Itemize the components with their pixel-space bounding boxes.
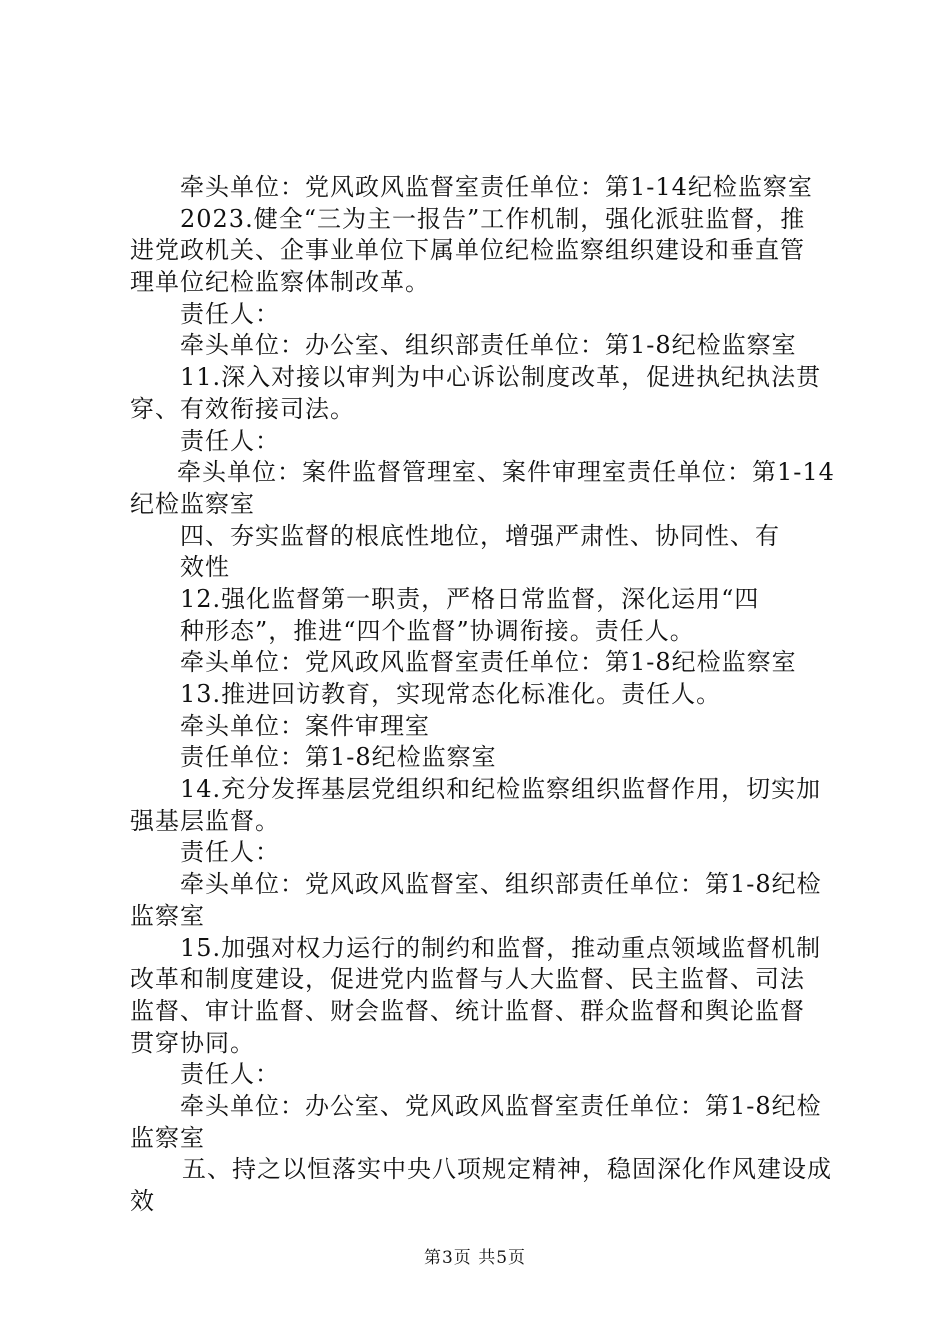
text-line: 种形态”，推进“四个监督”协调衔接。责任人。 bbox=[180, 616, 695, 645]
text-line: 强基层监督。 bbox=[130, 806, 280, 835]
text-line: 责任人： bbox=[180, 1060, 280, 1089]
text-line: 牵头单位：党风政风监督室责任单位：第1-14纪检监察室 bbox=[180, 173, 813, 201]
text-line: 牵头单位：办公室、组织部责任单位：第1-8纪检监察室 bbox=[180, 331, 797, 360]
text-line: 贯穿协同。 bbox=[130, 1028, 255, 1057]
text-line: 四、夯实监督的根底性地位，增强严肃性、协同性、有 bbox=[180, 521, 780, 550]
text-line: 13.推进回访教育，实现常态化标准化。责任人。 bbox=[180, 680, 722, 708]
text-line: 牵头单位：党风政风监督室责任单位：第1-8纪检监察室 bbox=[180, 648, 797, 677]
text-line: 牵头单位：案件审理室 bbox=[180, 711, 430, 740]
text-line: 进党政机关、企事业单位下属单位纪检监察组织建设和垂直管 bbox=[130, 236, 805, 265]
text-line: 改革和制度建设，促进党内监督与人大监督、民主监督、司法 bbox=[130, 965, 805, 994]
text-line: 纪检监察室 bbox=[130, 489, 255, 518]
text-line: 五、持之以恒落实中央八项规定精神，稳固深化作风建设成 bbox=[182, 1155, 832, 1184]
text-line: 牵头单位：党风政风监督室、组织部责任单位：第1-8纪检 bbox=[180, 870, 822, 899]
text-line: 15.加强对权力运行的制约和监督，推动重点领域监督机制 bbox=[180, 933, 822, 962]
page-footer: 第3页 共5页 bbox=[423, 1248, 527, 1268]
text-line: 责任单位：第1-8纪检监察室 bbox=[180, 743, 497, 772]
text-line: 效性 bbox=[180, 553, 230, 582]
text-line: 责任人： bbox=[180, 299, 280, 328]
text-line: 监察室 bbox=[130, 901, 205, 930]
document-body bbox=[130, 172, 835, 1218]
text-line: 11.深入对接以审判为中心诉讼制度改革，促进执纪执法贯 bbox=[180, 363, 822, 392]
text-line: 2023.健全“三为主一报告”工作机制，强化派驻监督，推 bbox=[180, 204, 806, 233]
text-line: 牵头单位：案件监督管理室、案件审理室责任单位：第1-14 bbox=[177, 458, 835, 487]
text-line: 14.充分发挥基层党组织和纪检监察组织监督作用，切实加 bbox=[180, 775, 822, 804]
text-line: 牵头单位：办公室、党风政风监督室责任单位：第1-8纪检 bbox=[180, 1091, 822, 1120]
text-line: 效 bbox=[130, 1187, 155, 1215]
text-line: 责任人： bbox=[180, 838, 280, 867]
text-line: 穿、有效衔接司法。 bbox=[130, 394, 355, 423]
text-line: 监督、审计监督、财会监督、统计监督、群众监督和舆论监督 bbox=[130, 996, 805, 1025]
text-line: 责任人： bbox=[180, 426, 280, 455]
text-line: 理单位纪检监察体制改革。 bbox=[130, 268, 430, 297]
text-line: 12.强化监督第一职责，严格日常监督，深化运用“四 bbox=[180, 584, 760, 613]
text-line: 监察室 bbox=[130, 1123, 205, 1152]
